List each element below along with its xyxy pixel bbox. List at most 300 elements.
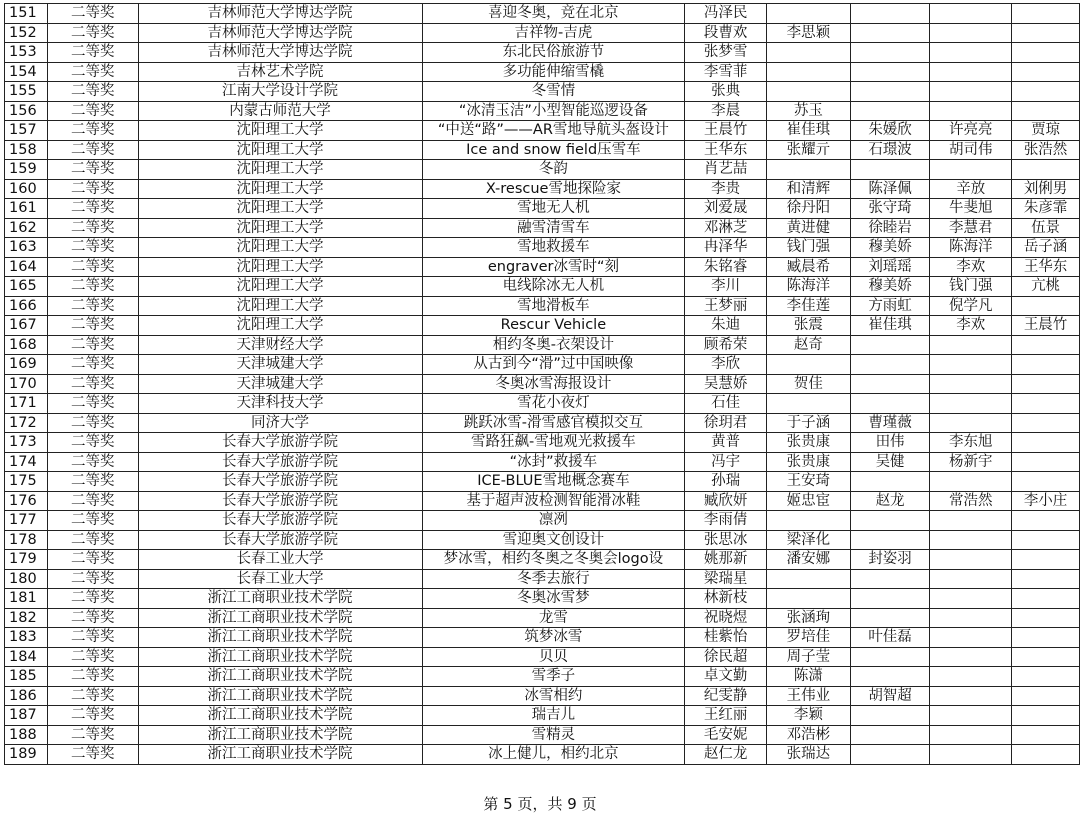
school-cell: 沈阳理工大学 (138, 121, 422, 141)
row-number-cell: 189 (5, 745, 48, 765)
member-3-cell: 崔佳琪 (850, 316, 930, 336)
member-3-cell (850, 667, 930, 687)
member-1-cell: 徐民超 (685, 647, 767, 667)
member-5-cell (1012, 433, 1080, 453)
table-row (5, 745, 1080, 765)
member-3-cell: 封姿羽 (850, 550, 930, 570)
award-level-cell: 二等奖 (47, 82, 138, 102)
member-3-cell: 石璟波 (850, 140, 930, 160)
work-title-cell: 多功能伸缩雪橇 (422, 62, 685, 82)
row-number-cell: 182 (5, 608, 48, 628)
work-title-cell: 电线除冰无人机 (422, 277, 685, 297)
table-row (5, 530, 1080, 550)
member-4-cell (930, 43, 1012, 63)
table-row (5, 686, 1080, 706)
member-5-cell (1012, 569, 1080, 589)
member-2-cell (767, 355, 851, 375)
member-5-cell (1012, 335, 1080, 355)
member-1-cell: 石佳 (685, 394, 767, 414)
member-4-cell (930, 101, 1012, 121)
award-level-cell: 二等奖 (47, 413, 138, 433)
award-level-cell: 二等奖 (47, 686, 138, 706)
award-level-cell: 二等奖 (47, 530, 138, 550)
work-title-cell: 凛冽 (422, 511, 685, 531)
member-1-cell: 冉泽华 (685, 238, 767, 258)
school-cell: 天津城建大学 (138, 355, 422, 375)
member-5-cell: 岳子涵 (1012, 238, 1080, 258)
work-title-cell: X-rescue雪地探险家 (422, 179, 685, 199)
row-number-cell: 178 (5, 530, 48, 550)
member-1-cell: 李雪菲 (685, 62, 767, 82)
school-cell: 沈阳理工大学 (138, 218, 422, 238)
member-4-cell: 杨新宇 (930, 452, 1012, 472)
member-5-cell: 张浩然 (1012, 140, 1080, 160)
member-3-cell: 朱媛欣 (850, 121, 930, 141)
work-title-cell: 跳跃冰雪-滑雪感官模拟交互 (422, 413, 685, 433)
work-title-cell: 贝贝 (422, 647, 685, 667)
school-cell: 同济大学 (138, 413, 422, 433)
member-2-cell: 张涵珣 (767, 608, 851, 628)
row-number-cell: 186 (5, 686, 48, 706)
work-title-cell: Rescur Vehicle (422, 316, 685, 336)
member-5-cell: 王晨竹 (1012, 316, 1080, 336)
row-number-cell: 180 (5, 569, 48, 589)
member-3-cell (850, 335, 930, 355)
work-title-cell: 雪地救援车 (422, 238, 685, 258)
member-5-cell (1012, 647, 1080, 667)
member-4-cell (930, 355, 1012, 375)
row-number-cell: 162 (5, 218, 48, 238)
award-level-cell: 二等奖 (47, 725, 138, 745)
school-cell: 浙江工商职业技术学院 (138, 725, 422, 745)
member-2-cell: 梁泽化 (767, 530, 851, 550)
work-title-cell: 东北民俗旅游节 (422, 43, 685, 63)
member-1-cell: 李贵 (685, 179, 767, 199)
member-1-cell: 纪雯静 (685, 686, 767, 706)
work-title-cell: “冰封”救援车 (422, 452, 685, 472)
member-1-cell: 祝晓煜 (685, 608, 767, 628)
member-1-cell: 张典 (685, 82, 767, 102)
work-title-cell: 冬韵 (422, 160, 685, 180)
member-3-cell (850, 374, 930, 394)
member-2-cell: 张瑞达 (767, 745, 851, 765)
row-number-cell: 173 (5, 433, 48, 453)
table-row (5, 121, 1080, 141)
member-2-cell: 张贵康 (767, 433, 851, 453)
work-title-cell: 雪花小夜灯 (422, 394, 685, 414)
member-2-cell: 和清辉 (767, 179, 851, 199)
table-row (5, 355, 1080, 375)
table-row (5, 4, 1080, 24)
school-cell: 沈阳理工大学 (138, 199, 422, 219)
school-cell: 浙江工商职业技术学院 (138, 647, 422, 667)
school-cell: 沈阳理工大学 (138, 140, 422, 160)
award-level-cell: 二等奖 (47, 296, 138, 316)
row-number-cell: 167 (5, 316, 48, 336)
member-3-cell: 曹瑾薇 (850, 413, 930, 433)
member-2-cell: 王安琦 (767, 472, 851, 492)
member-3-cell: 赵龙 (850, 491, 930, 511)
member-1-cell: 冯泽民 (685, 4, 767, 24)
table-row (5, 550, 1080, 570)
row-number-cell: 185 (5, 667, 48, 687)
member-4-cell (930, 608, 1012, 628)
member-2-cell: 姬忠宦 (767, 491, 851, 511)
member-4-cell: 李东旭 (930, 433, 1012, 453)
row-number-cell: 177 (5, 511, 48, 531)
row-number-cell: 175 (5, 472, 48, 492)
table-row (5, 706, 1080, 726)
school-cell: 吉林师范大学博达学院 (138, 23, 422, 43)
work-title-cell: 冬奥冰雪海报设计 (422, 374, 685, 394)
row-number-cell: 171 (5, 394, 48, 414)
member-2-cell (767, 43, 851, 63)
member-4-cell (930, 706, 1012, 726)
member-4-cell (930, 628, 1012, 648)
member-5-cell: 亢桃 (1012, 277, 1080, 297)
member-2-cell (767, 160, 851, 180)
school-cell: 长春大学旅游学院 (138, 452, 422, 472)
member-3-cell (850, 43, 930, 63)
table-row (5, 43, 1080, 63)
member-2-cell: 邓浩彬 (767, 725, 851, 745)
member-5-cell: 贾琼 (1012, 121, 1080, 141)
row-number-cell: 169 (5, 355, 48, 375)
member-5-cell (1012, 296, 1080, 316)
member-4-cell (930, 550, 1012, 570)
member-2-cell: 贺佳 (767, 374, 851, 394)
member-4-cell: 李慧君 (930, 218, 1012, 238)
member-1-cell: 吴慧娇 (685, 374, 767, 394)
school-cell: 沈阳理工大学 (138, 296, 422, 316)
member-3-cell: 方雨虹 (850, 296, 930, 316)
table-row (5, 667, 1080, 687)
member-3-cell: 吴健 (850, 452, 930, 472)
member-5-cell (1012, 530, 1080, 550)
school-cell: 内蒙古师范大学 (138, 101, 422, 121)
member-4-cell (930, 394, 1012, 414)
member-4-cell: 胡司伟 (930, 140, 1012, 160)
work-title-cell: 基于超声波检测智能滑冰鞋 (422, 491, 685, 511)
member-1-cell: 朱铭睿 (685, 257, 767, 277)
table-row (5, 725, 1080, 745)
award-level-cell: 二等奖 (47, 647, 138, 667)
work-title-cell: 雪地滑板车 (422, 296, 685, 316)
member-3-cell (850, 4, 930, 24)
table-row (5, 452, 1080, 472)
member-1-cell: 王华东 (685, 140, 767, 160)
work-title-cell: 融雪清雪车 (422, 218, 685, 238)
member-5-cell (1012, 355, 1080, 375)
member-2-cell: 潘安娜 (767, 550, 851, 570)
award-level-cell: 二等奖 (47, 199, 138, 219)
member-5-cell (1012, 550, 1080, 570)
member-2-cell (767, 511, 851, 531)
work-title-cell: 雪季子 (422, 667, 685, 687)
member-4-cell: 李欢 (930, 316, 1012, 336)
table-row (5, 394, 1080, 414)
member-1-cell: 段曹欢 (685, 23, 767, 43)
school-cell: 吉林师范大学博达学院 (138, 43, 422, 63)
school-cell: 吉林艺术学院 (138, 62, 422, 82)
member-3-cell: 刘瑶瑶 (850, 257, 930, 277)
member-1-cell: 孙瑞 (685, 472, 767, 492)
school-cell: 长春工业大学 (138, 550, 422, 570)
member-5-cell: 王华东 (1012, 257, 1080, 277)
member-2-cell: 徐丹阳 (767, 199, 851, 219)
member-3-cell (850, 745, 930, 765)
award-level-cell: 二等奖 (47, 374, 138, 394)
award-level-cell: 二等奖 (47, 62, 138, 82)
work-title-cell: 冰雪相约 (422, 686, 685, 706)
member-2-cell: 李思颖 (767, 23, 851, 43)
school-cell: 天津财经大学 (138, 335, 422, 355)
table-row (5, 277, 1080, 297)
school-cell: 浙江工商职业技术学院 (138, 745, 422, 765)
award-level-cell: 二等奖 (47, 160, 138, 180)
row-number-cell: 154 (5, 62, 48, 82)
award-level-cell: 二等奖 (47, 608, 138, 628)
member-2-cell (767, 589, 851, 609)
table-row (5, 82, 1080, 102)
member-4-cell: 钱门强 (930, 277, 1012, 297)
member-1-cell: 徐玥君 (685, 413, 767, 433)
member-5-cell (1012, 725, 1080, 745)
school-cell: 长春大学旅游学院 (138, 472, 422, 492)
member-2-cell (767, 569, 851, 589)
table-body (5, 4, 1080, 765)
member-4-cell (930, 160, 1012, 180)
row-number-cell: 160 (5, 179, 48, 199)
row-number-cell: 151 (5, 4, 48, 24)
member-4-cell (930, 589, 1012, 609)
work-title-cell: 从古到今“滑”过中国映像 (422, 355, 685, 375)
work-title-cell: “冰清玉洁”小型智能巡逻设备 (422, 101, 685, 121)
table-row (5, 511, 1080, 531)
school-cell: 浙江工商职业技术学院 (138, 686, 422, 706)
work-title-cell: 雪精灵 (422, 725, 685, 745)
member-3-cell (850, 160, 930, 180)
table-row (5, 569, 1080, 589)
member-4-cell (930, 4, 1012, 24)
member-5-cell (1012, 160, 1080, 180)
member-3-cell (850, 725, 930, 745)
member-3-cell (850, 101, 930, 121)
row-number-cell: 181 (5, 589, 48, 609)
member-3-cell: 陈泽佩 (850, 179, 930, 199)
member-3-cell (850, 511, 930, 531)
award-level-cell: 二等奖 (47, 569, 138, 589)
member-4-cell (930, 569, 1012, 589)
member-5-cell (1012, 608, 1080, 628)
row-number-cell: 153 (5, 43, 48, 63)
member-5-cell (1012, 589, 1080, 609)
school-cell: 天津城建大学 (138, 374, 422, 394)
member-2-cell: 张震 (767, 316, 851, 336)
member-2-cell (767, 394, 851, 414)
work-title-cell: 雪地无人机 (422, 199, 685, 219)
row-number-cell: 184 (5, 647, 48, 667)
table-row (5, 433, 1080, 453)
member-1-cell: 冯宇 (685, 452, 767, 472)
table-row (5, 628, 1080, 648)
work-title-cell: 冬季去旅行 (422, 569, 685, 589)
table-row (5, 199, 1080, 219)
school-cell: 浙江工商职业技术学院 (138, 706, 422, 726)
member-2-cell: 钱门强 (767, 238, 851, 258)
member-1-cell: 张思冰 (685, 530, 767, 550)
school-cell: 长春大学旅游学院 (138, 491, 422, 511)
work-title-cell: 龙雪 (422, 608, 685, 628)
member-4-cell (930, 62, 1012, 82)
school-cell: 江南大学设计学院 (138, 82, 422, 102)
member-1-cell: 王晨竹 (685, 121, 767, 141)
member-2-cell: 崔佳琪 (767, 121, 851, 141)
award-level-cell: 二等奖 (47, 452, 138, 472)
table-row (5, 257, 1080, 277)
member-2-cell: 周子莹 (767, 647, 851, 667)
member-4-cell (930, 413, 1012, 433)
member-4-cell (930, 374, 1012, 394)
work-title-cell: 冬奥冰雪梦 (422, 589, 685, 609)
member-1-cell: 李晨 (685, 101, 767, 121)
award-level-cell: 二等奖 (47, 745, 138, 765)
member-5-cell (1012, 413, 1080, 433)
award-level-cell: 二等奖 (47, 667, 138, 687)
member-5-cell: 李小庄 (1012, 491, 1080, 511)
award-level-cell: 二等奖 (47, 218, 138, 238)
work-title-cell: 瑞吉儿 (422, 706, 685, 726)
member-1-cell: 李欣 (685, 355, 767, 375)
member-5-cell (1012, 452, 1080, 472)
member-4-cell (930, 511, 1012, 531)
school-cell: 沈阳理工大学 (138, 160, 422, 180)
award-level-cell: 二等奖 (47, 550, 138, 570)
row-number-cell: 159 (5, 160, 48, 180)
work-title-cell: “中送“路”——AR雪地导航头盔设计 (422, 121, 685, 141)
table-row (5, 238, 1080, 258)
member-3-cell (850, 608, 930, 628)
award-level-cell: 二等奖 (47, 433, 138, 453)
member-3-cell: 穆美娇 (850, 277, 930, 297)
table-row (5, 472, 1080, 492)
school-cell: 长春大学旅游学院 (138, 511, 422, 531)
award-level-cell: 二等奖 (47, 511, 138, 531)
award-level-cell: 二等奖 (47, 277, 138, 297)
award-level-cell: 二等奖 (47, 257, 138, 277)
member-3-cell (850, 23, 930, 43)
table-row (5, 608, 1080, 628)
member-5-cell (1012, 706, 1080, 726)
school-cell: 长春工业大学 (138, 569, 422, 589)
table-row (5, 160, 1080, 180)
table-row (5, 218, 1080, 238)
work-title-cell: 筑梦冰雪 (422, 628, 685, 648)
member-3-cell: 胡智超 (850, 686, 930, 706)
member-2-cell: 赵奇 (767, 335, 851, 355)
row-number-cell: 166 (5, 296, 48, 316)
member-2-cell (767, 82, 851, 102)
member-1-cell: 臧欣妍 (685, 491, 767, 511)
member-3-cell (850, 569, 930, 589)
member-3-cell (850, 530, 930, 550)
member-2-cell: 王伟业 (767, 686, 851, 706)
award-level-cell: 二等奖 (47, 355, 138, 375)
table-row (5, 296, 1080, 316)
member-2-cell: 张耀亓 (767, 140, 851, 160)
row-number-cell: 163 (5, 238, 48, 258)
page-footer: 第 5 页，共 9 页 (483, 795, 597, 813)
member-4-cell: 倪学凡 (930, 296, 1012, 316)
row-number-cell: 152 (5, 23, 48, 43)
award-level-cell: 二等奖 (47, 140, 138, 160)
table-row (5, 589, 1080, 609)
member-5-cell: 伍景 (1012, 218, 1080, 238)
award-level-cell: 二等奖 (47, 335, 138, 355)
member-3-cell (850, 706, 930, 726)
member-4-cell (930, 530, 1012, 550)
table-row (5, 335, 1080, 355)
member-3-cell (850, 82, 930, 102)
member-2-cell: 于子涵 (767, 413, 851, 433)
member-3-cell: 叶佳磊 (850, 628, 930, 648)
school-cell: 浙江工商职业技术学院 (138, 667, 422, 687)
member-2-cell: 臧晨希 (767, 257, 851, 277)
member-3-cell (850, 472, 930, 492)
row-number-cell: 168 (5, 335, 48, 355)
award-level-cell: 二等奖 (47, 43, 138, 63)
member-3-cell: 徐睦岩 (850, 218, 930, 238)
member-4-cell: 辛放 (930, 179, 1012, 199)
member-1-cell: 李雨倩 (685, 511, 767, 531)
member-3-cell (850, 589, 930, 609)
table-row (5, 491, 1080, 511)
member-1-cell: 黄普 (685, 433, 767, 453)
school-cell: 浙江工商职业技术学院 (138, 608, 422, 628)
work-title-cell: engraver冰雪时“刻 (422, 257, 685, 277)
member-2-cell (767, 62, 851, 82)
award-level-cell: 二等奖 (47, 179, 138, 199)
member-5-cell (1012, 745, 1080, 765)
member-1-cell: 姚那新 (685, 550, 767, 570)
member-1-cell: 肖艺喆 (685, 160, 767, 180)
row-number-cell: 155 (5, 82, 48, 102)
member-5-cell: 刘俐男 (1012, 179, 1080, 199)
member-5-cell (1012, 62, 1080, 82)
member-4-cell: 牛斐旭 (930, 199, 1012, 219)
member-1-cell: 毛安妮 (685, 725, 767, 745)
row-number-cell: 187 (5, 706, 48, 726)
member-1-cell: 王红丽 (685, 706, 767, 726)
award-level-cell: 二等奖 (47, 101, 138, 121)
member-4-cell (930, 82, 1012, 102)
member-4-cell: 李欢 (930, 257, 1012, 277)
table-row (5, 647, 1080, 667)
member-1-cell: 桂紫怡 (685, 628, 767, 648)
work-title-cell: 雪迎奥文创设计 (422, 530, 685, 550)
award-level-cell: 二等奖 (47, 706, 138, 726)
member-4-cell (930, 335, 1012, 355)
member-2-cell: 黄进健 (767, 218, 851, 238)
table-row (5, 23, 1080, 43)
member-1-cell: 王梦丽 (685, 296, 767, 316)
row-number-cell: 161 (5, 199, 48, 219)
member-2-cell: 苏玉 (767, 101, 851, 121)
row-number-cell: 165 (5, 277, 48, 297)
school-cell: 沈阳理工大学 (138, 277, 422, 297)
member-5-cell (1012, 511, 1080, 531)
member-5-cell (1012, 43, 1080, 63)
